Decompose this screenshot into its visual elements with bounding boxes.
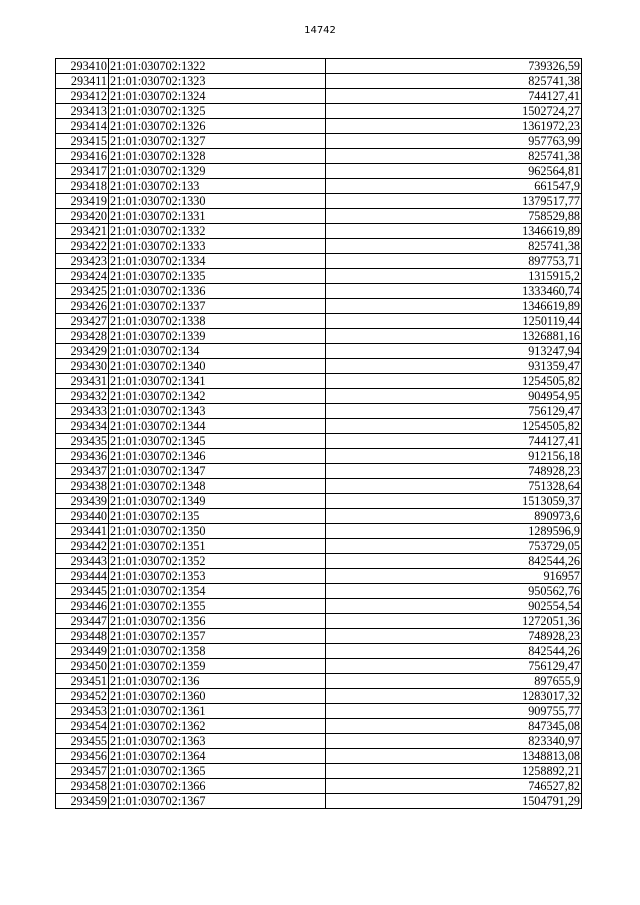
row-number-cell: 293450 xyxy=(56,659,109,674)
cadastral-number-cell: 21:01:030702:1326 xyxy=(109,119,326,134)
table-row xyxy=(56,509,582,524)
table-row xyxy=(56,524,582,539)
page-number: 14742 xyxy=(304,25,336,36)
cadastral-value-cell: 825741,38 xyxy=(326,74,582,89)
row-number-cell: 293441 xyxy=(56,524,109,539)
cadastral-number-cell: 21:01:030702:1331 xyxy=(109,209,326,224)
cadastral-value-cell: 909755,77 xyxy=(326,704,582,719)
cadastral-value-cell: 1346619,89 xyxy=(326,299,582,314)
row-number-cell: 293435 xyxy=(56,434,109,449)
row-number-cell: 293459 xyxy=(56,794,109,809)
table-row xyxy=(56,749,582,764)
row-number-cell: 293449 xyxy=(56,644,109,659)
cadastral-number-cell: 21:01:030702:1324 xyxy=(109,89,326,104)
row-number-cell: 293417 xyxy=(56,164,109,179)
table-row xyxy=(56,584,582,599)
table-row xyxy=(56,224,582,239)
cadastral-value-cell: 1379517,77 xyxy=(326,194,582,209)
row-number-cell: 293419 xyxy=(56,194,109,209)
cadastral-value-cell: 890973,6 xyxy=(326,509,582,524)
cadastral-number-cell: 21:01:030702:1346 xyxy=(109,449,326,464)
table-row xyxy=(56,719,582,734)
table-row xyxy=(56,254,582,269)
table-row xyxy=(56,404,582,419)
cadastral-value-cell: 1504791,29 xyxy=(326,794,582,809)
cadastral-value-cell: 847345,08 xyxy=(326,719,582,734)
cadastral-number-cell: 21:01:030702:1341 xyxy=(109,374,326,389)
row-number-cell: 293436 xyxy=(56,449,109,464)
table-row xyxy=(56,209,582,224)
table-row xyxy=(56,449,582,464)
row-number-cell: 293415 xyxy=(56,134,109,149)
cadastral-number-cell: 21:01:030702:1332 xyxy=(109,224,326,239)
cadastral-number-cell: 21:01:030702:1344 xyxy=(109,419,326,434)
cadastral-number-cell: 21:01:030702:1334 xyxy=(109,254,326,269)
row-number-cell: 293455 xyxy=(56,734,109,749)
row-number-cell: 293440 xyxy=(56,509,109,524)
row-number-cell: 293429 xyxy=(56,344,109,359)
row-number-cell: 293447 xyxy=(56,614,109,629)
row-number-cell: 293433 xyxy=(56,404,109,419)
cadastral-number-cell: 21:01:030702:1353 xyxy=(109,569,326,584)
cadastral-number-cell: 21:01:030702:1361 xyxy=(109,704,326,719)
row-number-cell: 293423 xyxy=(56,254,109,269)
table-row xyxy=(56,689,582,704)
cadastral-number-cell: 21:01:030702:1365 xyxy=(109,764,326,779)
cadastral-value-cell: 842544,26 xyxy=(326,554,582,569)
table-row xyxy=(56,179,582,194)
cadastral-value-cell: 962564,81 xyxy=(326,164,582,179)
table-row xyxy=(56,554,582,569)
cadastral-number-cell: 21:01:030702:1337 xyxy=(109,299,326,314)
cadastral-number-cell: 21:01:030702:1364 xyxy=(109,749,326,764)
cadastral-number-cell: 21:01:030702:1352 xyxy=(109,554,326,569)
cadastral-number-cell: 21:01:030702:1362 xyxy=(109,719,326,734)
table-row xyxy=(56,479,582,494)
cadastral-value-cell: 1250119,44 xyxy=(326,314,582,329)
row-number-cell: 293453 xyxy=(56,704,109,719)
table-row xyxy=(56,629,582,644)
row-number-cell: 293437 xyxy=(56,464,109,479)
cadastral-value-cell: 744127,41 xyxy=(326,89,582,104)
row-number-cell: 293425 xyxy=(56,284,109,299)
cadastral-value-cell: 1272051,36 xyxy=(326,614,582,629)
row-number-cell: 293457 xyxy=(56,764,109,779)
table-row xyxy=(56,779,582,794)
cadastral-value-cell: 950562,76 xyxy=(326,584,582,599)
cadastral-value-cell: 1283017,32 xyxy=(326,689,582,704)
table-row xyxy=(56,284,582,299)
table-row xyxy=(56,59,582,74)
cadastral-value-cell: 1346619,89 xyxy=(326,224,582,239)
cadastral-value-cell: 739326,59 xyxy=(326,59,582,74)
row-number-cell: 293448 xyxy=(56,629,109,644)
table-row xyxy=(56,74,582,89)
table-row xyxy=(56,104,582,119)
row-number-cell: 293434 xyxy=(56,419,109,434)
cadastral-number-cell: 21:01:030702:1336 xyxy=(109,284,326,299)
cadastral-number-cell: 21:01:030702:1367 xyxy=(109,794,326,809)
cadastral-value-cell: 756129,47 xyxy=(326,659,582,674)
cadastral-number-cell: 21:01:030702:133 xyxy=(109,179,326,194)
cadastral-number-cell: 21:01:030702:1366 xyxy=(109,779,326,794)
table-row xyxy=(56,134,582,149)
cadastral-value-cell: 913247,94 xyxy=(326,344,582,359)
cadastral-value-cell: 1254505,82 xyxy=(326,419,582,434)
table-row xyxy=(56,194,582,209)
row-number-cell: 293410 xyxy=(56,59,109,74)
table-body xyxy=(56,59,582,809)
table-row xyxy=(56,659,582,674)
cadastral-number-cell: 21:01:030702:1329 xyxy=(109,164,326,179)
row-number-cell: 293413 xyxy=(56,104,109,119)
table-row xyxy=(56,794,582,809)
row-number-cell: 293421 xyxy=(56,224,109,239)
row-number-cell: 293439 xyxy=(56,494,109,509)
table-row xyxy=(56,299,582,314)
row-number-cell: 293414 xyxy=(56,119,109,134)
cadastral-value-cell: 842544,26 xyxy=(326,644,582,659)
cadastral-number-cell: 21:01:030702:1335 xyxy=(109,269,326,284)
cadastral-value-cell: 1361972,23 xyxy=(326,119,582,134)
cadastral-number-cell: 21:01:030702:1325 xyxy=(109,104,326,119)
cadastral-number-cell: 21:01:030702:135 xyxy=(109,509,326,524)
table-row xyxy=(56,674,582,689)
cadastral-number-cell: 21:01:030702:1322 xyxy=(109,59,326,74)
cadastral-value-cell: 897655,9 xyxy=(326,674,582,689)
cadastral-number-cell: 21:01:030702:1342 xyxy=(109,389,326,404)
table-row xyxy=(56,359,582,374)
cadastral-value-cell: 902554,54 xyxy=(326,599,582,614)
table-row xyxy=(56,314,582,329)
row-number-cell: 293445 xyxy=(56,584,109,599)
cadastral-number-cell: 21:01:030702:1360 xyxy=(109,689,326,704)
table-row xyxy=(56,389,582,404)
row-number-cell: 293446 xyxy=(56,599,109,614)
cadastral-value-cell: 1258892,21 xyxy=(326,764,582,779)
cadastral-value-cell: 957763,99 xyxy=(326,134,582,149)
table-row xyxy=(56,764,582,779)
cadastral-value-cell: 748928,23 xyxy=(326,629,582,644)
cadastral-number-cell: 21:01:030702:1350 xyxy=(109,524,326,539)
row-number-cell: 293428 xyxy=(56,329,109,344)
table-row xyxy=(56,464,582,479)
cadastral-number-cell: 21:01:030702:136 xyxy=(109,674,326,689)
cadastral-number-cell: 21:01:030702:1349 xyxy=(109,494,326,509)
row-number-cell: 293454 xyxy=(56,719,109,734)
cadastral-number-cell: 21:01:030702:1327 xyxy=(109,134,326,149)
cadastral-value-cell: 823340,97 xyxy=(326,734,582,749)
table-row xyxy=(56,569,582,584)
cadastral-number-cell: 21:01:030702:1363 xyxy=(109,734,326,749)
table-row xyxy=(56,734,582,749)
row-number-cell: 293422 xyxy=(56,239,109,254)
cadastral-value-cell: 904954,95 xyxy=(326,389,582,404)
cadastral-value-cell: 916957 xyxy=(326,569,582,584)
cadastral-value-cell: 1333460,74 xyxy=(326,284,582,299)
cadastral-value-cell: 825741,38 xyxy=(326,239,582,254)
row-number-cell: 293420 xyxy=(56,209,109,224)
table-row xyxy=(56,644,582,659)
row-number-cell: 293443 xyxy=(56,554,109,569)
cadastral-value-cell: 1289596,9 xyxy=(326,524,582,539)
row-number-cell: 293431 xyxy=(56,374,109,389)
table-row xyxy=(56,119,582,134)
table-row xyxy=(56,164,582,179)
row-number-cell: 293451 xyxy=(56,674,109,689)
cadastral-value-cell: 1502724,27 xyxy=(326,104,582,119)
table-row xyxy=(56,704,582,719)
cadastral-value-cell: 897753,71 xyxy=(326,254,582,269)
row-number-cell: 293412 xyxy=(56,89,109,104)
row-number-cell: 293430 xyxy=(56,359,109,374)
cadastral-number-cell: 21:01:030702:1348 xyxy=(109,479,326,494)
table-row xyxy=(56,614,582,629)
row-number-cell: 293452 xyxy=(56,689,109,704)
row-number-cell: 293444 xyxy=(56,569,109,584)
table-row xyxy=(56,269,582,284)
cadastral-number-cell: 21:01:030702:1358 xyxy=(109,644,326,659)
row-number-cell: 293424 xyxy=(56,269,109,284)
table-row xyxy=(56,329,582,344)
cadastral-value-cell: 1254505,82 xyxy=(326,374,582,389)
table-row xyxy=(56,149,582,164)
cadastral-value-cell: 1348813,08 xyxy=(326,749,582,764)
cadastral-value-cell: 661547,9 xyxy=(326,179,582,194)
cadastral-number-cell: 21:01:030702:1347 xyxy=(109,464,326,479)
row-number-cell: 293442 xyxy=(56,539,109,554)
cadastral-value-cell: 1315915,2 xyxy=(326,269,582,284)
table-row xyxy=(56,374,582,389)
cadastral-value-cell: 912156,18 xyxy=(326,449,582,464)
cadastral-value-cell: 931359,47 xyxy=(326,359,582,374)
table-row xyxy=(56,494,582,509)
cadastral-value-cell: 758529,88 xyxy=(326,209,582,224)
cadastral-value-cell: 1513059,37 xyxy=(326,494,582,509)
cadastral-number-cell: 21:01:030702:1323 xyxy=(109,74,326,89)
table-row xyxy=(56,344,582,359)
cadastral-number-cell: 21:01:030702:1356 xyxy=(109,614,326,629)
row-number-cell: 293426 xyxy=(56,299,109,314)
row-number-cell: 293458 xyxy=(56,779,109,794)
cadastral-value-cell: 746527,82 xyxy=(326,779,582,794)
cadastral-value-cell: 1326881,16 xyxy=(326,329,582,344)
cadastral-number-cell: 21:01:030702:1333 xyxy=(109,239,326,254)
table-row xyxy=(56,239,582,254)
cadastral-value-cell: 748928,23 xyxy=(326,464,582,479)
cadastral-number-cell: 21:01:030702:1357 xyxy=(109,629,326,644)
table-row xyxy=(56,539,582,554)
cadastral-number-cell: 21:01:030702:1340 xyxy=(109,359,326,374)
cadastral-value-cell: 744127,41 xyxy=(326,434,582,449)
row-number-cell: 293438 xyxy=(56,479,109,494)
row-number-cell: 293411 xyxy=(56,74,109,89)
cadastral-number-cell: 21:01:030702:1359 xyxy=(109,659,326,674)
cadastral-number-cell: 21:01:030702:1330 xyxy=(109,194,326,209)
cadastral-value-cell: 751328,64 xyxy=(326,479,582,494)
cadastral-number-cell: 21:01:030702:1355 xyxy=(109,599,326,614)
row-number-cell: 293456 xyxy=(56,749,109,764)
cadastral-number-cell: 21:01:030702:1343 xyxy=(109,404,326,419)
cadastral-number-cell: 21:01:030702:1328 xyxy=(109,149,326,164)
row-number-cell: 293418 xyxy=(56,179,109,194)
cadastral-number-cell: 21:01:030702:1351 xyxy=(109,539,326,554)
row-number-cell: 293427 xyxy=(56,314,109,329)
cadastral-number-cell: 21:01:030702:1339 xyxy=(109,329,326,344)
table-row xyxy=(56,599,582,614)
table-row xyxy=(56,419,582,434)
table-row xyxy=(56,89,582,104)
cadastral-value-cell: 756129,47 xyxy=(326,404,582,419)
row-number-cell: 293416 xyxy=(56,149,109,164)
cadastral-number-cell: 21:01:030702:1345 xyxy=(109,434,326,449)
cadastral-number-cell: 21:01:030702:1354 xyxy=(109,584,326,599)
cadastral-number-cell: 21:01:030702:134 xyxy=(109,344,326,359)
cadastral-value-table xyxy=(55,58,582,809)
row-number-cell: 293432 xyxy=(56,389,109,404)
cadastral-number-cell: 21:01:030702:1338 xyxy=(109,314,326,329)
table-row xyxy=(56,434,582,449)
cadastral-value-cell: 825741,38 xyxy=(326,149,582,164)
cadastral-value-cell: 753729,05 xyxy=(326,539,582,554)
